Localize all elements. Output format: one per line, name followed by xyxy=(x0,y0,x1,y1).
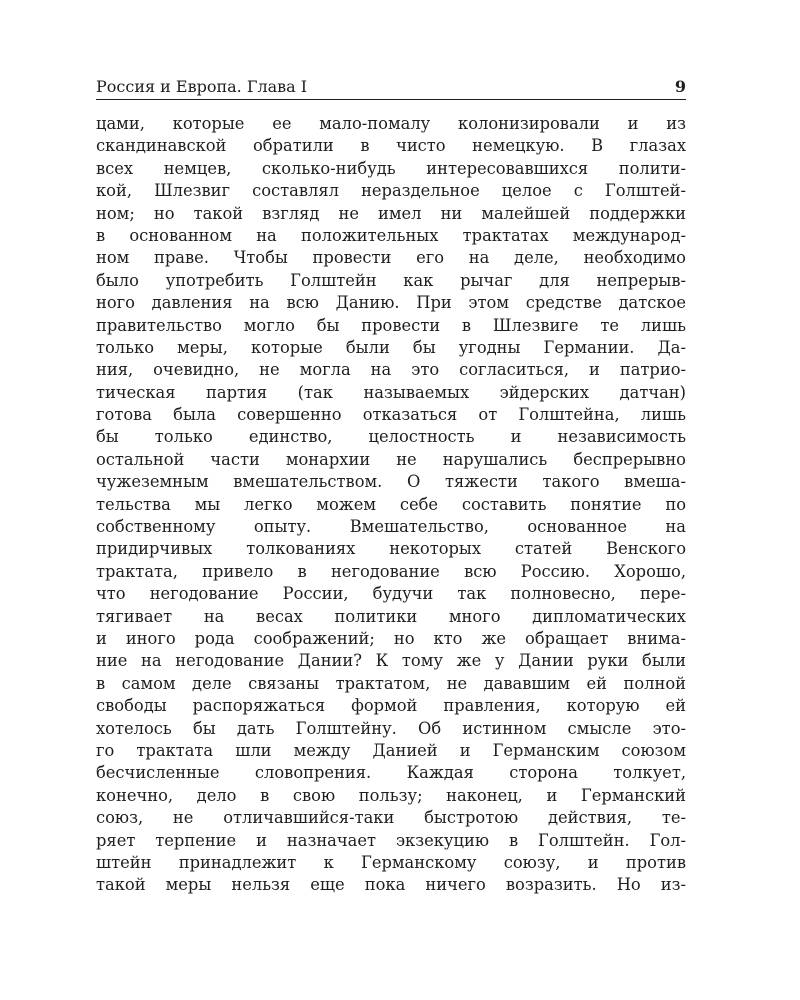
text-line: такой меры нельзя еще пока ничего возразить. Но из- xyxy=(96,875,686,895)
page-number: 9 xyxy=(674,77,686,96)
text-line: ние на негодование Дании? К тому же у Дании руки были xyxy=(96,651,686,671)
text-line: всех немцев, сколько-нибудь интересовавшихся полити- xyxy=(96,158,686,178)
text-line: трактата, привело в негодование всю Россию. Хорошо, xyxy=(96,561,686,581)
text-line: только меры, которые были бы угодны Германии. Да- xyxy=(96,337,686,357)
text-line: го трактата шли между Данией и Германским союзом xyxy=(96,740,686,760)
running-head: Россия и Европа. Глава I xyxy=(96,77,308,96)
text-line: цами, которые ее мало-помалу колонизировали и из xyxy=(96,114,686,133)
text-line: ном праве. Чтобы провести его на деле, необходимо xyxy=(96,248,686,268)
text-line: штейн принадлежит к Германскому союзу, и против xyxy=(96,852,686,872)
text-line: кой, Шлезвиг составлял нераздельное целое с Голштей- xyxy=(96,181,686,201)
text-line: остальной части монархии не нарушались беспрерывно xyxy=(96,449,686,469)
text-line: бесчисленные словопрения. Каждая сторона толкует, xyxy=(96,763,686,783)
header-rule xyxy=(96,99,686,100)
text-line: правительство могло бы провести в Шлезвиге те лишь xyxy=(96,315,686,335)
text-line: союз, не отличавшийся-таки быстротою действия, те- xyxy=(96,808,686,828)
text-line: тягивает на весах политики много дипломатических xyxy=(96,606,686,626)
text-line: хотелось бы дать Голштейну. Об истинном смысле это- xyxy=(96,718,686,738)
text-line: скандинавской обратили в чисто немецкую. В глазах xyxy=(96,136,686,156)
text-line: в основанном на положительных трактатах международ- xyxy=(96,225,686,245)
text-line: ного давления на всю Данию. При этом средстве датское xyxy=(96,293,686,313)
page-header xyxy=(96,76,686,100)
text-line: конечно, дело в свою пользу; наконец, и Германский xyxy=(96,785,686,805)
text-line: собственному опыту. Вмешательство, основанное на xyxy=(96,517,686,537)
text-line: готова была совершенно отказаться от Голштейна, лишь xyxy=(96,405,686,425)
text-line: чужеземным вмешательством. О тяжести такого вмеша- xyxy=(96,472,686,492)
text-line: было употребить Голштейн как рычаг для непрерыв- xyxy=(96,270,686,290)
text-line: придирчивых толкованиях некоторых статей Венского xyxy=(96,539,686,559)
text-line: тическая партия (так называемых эйдерских датчан) xyxy=(96,382,686,402)
text-line: тельства мы легко можем себе составить понятие по xyxy=(96,494,686,514)
body-text xyxy=(96,113,686,897)
text-line: ном; но такой взгляд не имел ни малейшей поддержки xyxy=(96,203,686,223)
text-line: что негодование России, будучи так полновесно, пере- xyxy=(96,584,686,604)
text-line: в самом деле связаны трактатом, не дававшим ей полной xyxy=(96,673,686,693)
text-line: ния, очевидно, не могла на это согласиться, и патрио- xyxy=(96,360,686,380)
text-line: и иного рода соображений; но кто же обращает внима- xyxy=(96,628,686,648)
text-line: свободы распоряжаться формой правления, которую ей xyxy=(96,696,686,716)
text-line: ряет терпение и назначает экзекуцию в Голштейн. Гол- xyxy=(96,830,686,850)
text-line: бы только единство, целостность и независимость xyxy=(96,427,686,447)
